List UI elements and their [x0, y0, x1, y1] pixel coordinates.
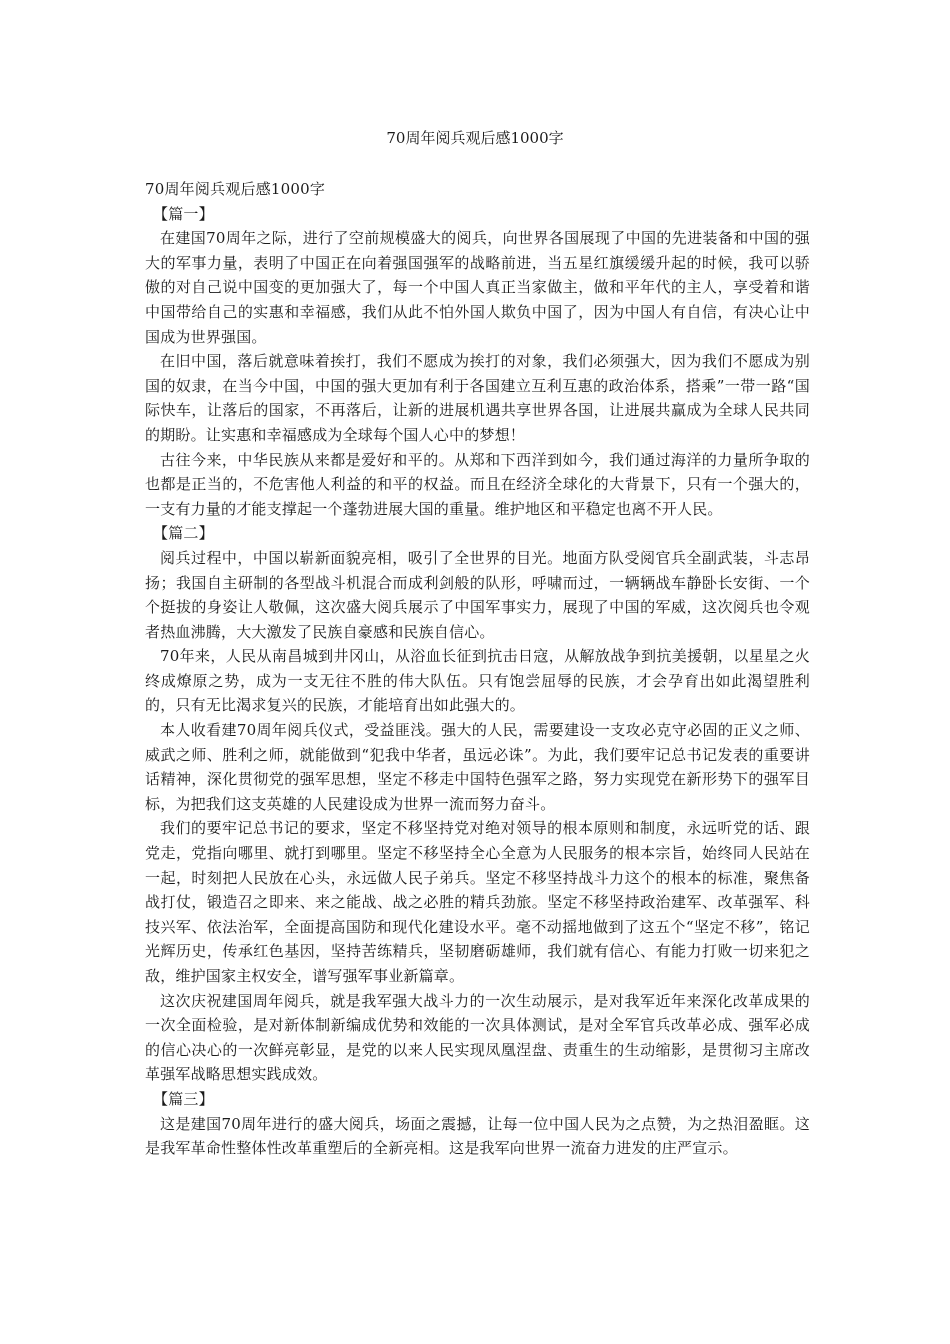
paragraph: 这次庆祝建国周年阅兵，就是我军强大战斗力的一次生动展示，是对我军近年来深化改革成果的一次全面检验，是对新体制新编成优势和效能的一次具体测试，是对全军官兵改革必成、强军必成的信心决心的一次鲜亮彰显，是党的以来人民实现凤凰涅盘、责重生的生动缩影，是贯彻习主席改革强军战略思想实践成效。 [145, 991, 810, 1084]
paragraph: 70年来，人民从南昌城到井冈山，从浴血长征到抗击日寇，从解放战争到抗美援朝，以星星之火终成燎原之势，成为一支无往不胜的伟大队伍。只有饱尝屈辱的民族，才会孕育出如此渴望胜利的，只有无比渴求复兴的民族，才能培育出如此强大的。 [145, 647, 810, 715]
paragraph: 本人收看建70周年阅兵仪式，受益匪浅。强大的人民，需要建设一支攻必克守必固的正义之师、威武之师、胜利之师，就能做到“犯我中华者，虽远必诛”。为此，我们要牢记总书记发表的重要讲话精神，深化贯彻党的强军思想，坚定不移走中国特色强军之路，努力实现党在新形势下的强军目标，为把我们这支英雄的人民建设成为世界一流而努力奋斗。 [145, 721, 810, 813]
paragraph: 在建国70周年之际，进行了空前规模盛大的阅兵，向世界各国展现了中国的先进装备和中国的强大的军事力量，表明了中国正在向着强国强军的战略前进，当五星红旗缓缓升起的时候，我可以骄傲的对自己说中国变的更加强大了，每一个中国人真正当家做主，做和平年代的主人，享受着和谐中国带给自己的实惠和幸福感，我们从此不怕外国人欺负中国了，因为中国人有自信，有决心让中国成为世界强国。 [145, 229, 810, 346]
paragraph: 这是建国70周年进行的盛大阅兵，场面之震撼，让每一位中国人民为之点赞，为之热泪盈眶。这是我军革命性整体性改革重塑后的全新亮相。这是我军向世界一流奋力进发的庄严宣示。 [145, 1114, 810, 1158]
section-heading-3: 【篇三】 [153, 1089, 214, 1108]
paragraph: 我们的要牢记总书记的要求，坚定不移坚持党对绝对领导的根本原则和制度，永远听党的话、跟党走，党指向哪里、就打到哪里。坚定不移坚持全心全意为人民服务的根本宗旨，始终同人民站在一起，时刻把人民放在心头，永远做人民子弟兵。坚定不移坚持战斗力这个的根本的标准，聚焦备战打仗，锻造召之即来、来之能战、战之必胜的精兵劲旅。坚定不移坚持政治建军、改革强军、科技兴军、依法治军，全面提高国防和现代化建设水平。毫不动摇地做到了这五个“坚定不移”，铭记光辉历史，传承红色基因，坚持苦练精兵，坚韧磨砺雄师，我们就有信心、有能力打败一切来犯之敌，维护国家主权安全，谱写强军事业新篇章。 [145, 819, 810, 985]
section-heading-2: 【篇二】 [153, 524, 214, 543]
paragraph: 阅兵过程中，中国以崭新面貌亮相，吸引了全世界的目光。地面方队受阅官兵全副武装，斗志昂扬；我国自主研制的各型战斗机混合而成利剑般的队形，呼啸而过，一辆辆战车静卧长安街、一个个挺拔的身姿让人敬佩，这次盛大阅兵展示了中国军事实力，展现了中国的军威，这次阅兵也令观者热血沸腾，大大激发了民族自豪感和民族自信心。 [145, 548, 810, 641]
paragraph: 在旧中国，落后就意味着挨打，我们不愿成为挨打的对象，我们必须强大，因为我们不愿成为别国的奴隶，在当今中国，中国的强大更加有利于各国建立互利互惠的政治体系，搭乘”一带一路“国际快车，让落后的国家，不再落后，让新的进展机遇共享世界各国，让进展共赢成为全球人民共同的期盼。让实惠和幸福感成为全球每个国人心中的梦想！ [145, 352, 810, 444]
section-heading-1: 【篇一】 [153, 204, 214, 223]
paragraph: 古往今来，中华民族从来都是爱好和平的。从郑和下西洋到如今，我们通过海洋的力量所争取的也都是正当的，不危害他人利益的和平的权益。而且在经济全球化的大背景下，只有一个强大的，一支有力量的才能支撑起一个蓬勃进展大国的重量。维护地区和平稳定也离不开人民。 [145, 450, 810, 518]
document-title: 70周年阅兵观后感1000字 [386, 129, 564, 147]
document-subtitle: 70周年阅兵观后感1000字 [145, 180, 326, 198]
document-body [145, 177, 810, 1161]
